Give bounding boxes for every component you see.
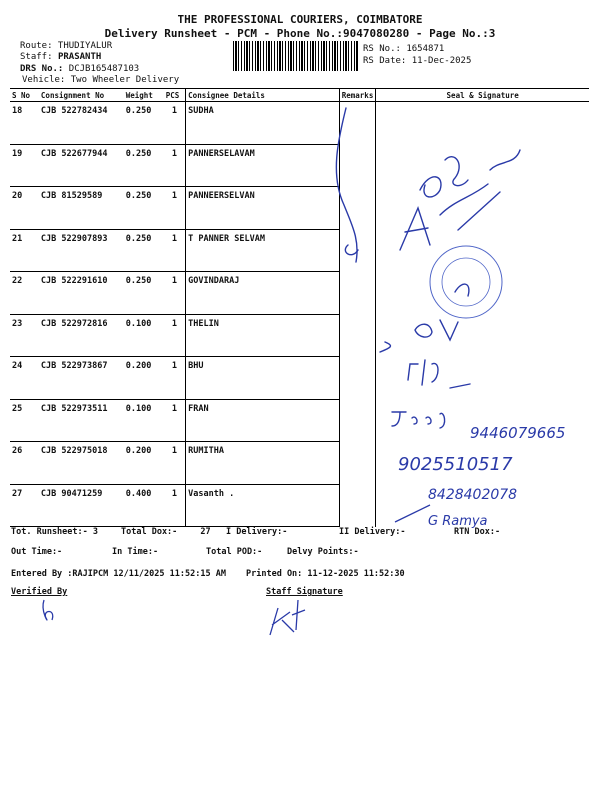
pcs-cell: 1 (164, 442, 186, 485)
consignment-cell: CJB 522973867 (39, 357, 124, 400)
sno-cell: 21 (10, 229, 39, 272)
weight-cell: 0.100 (124, 314, 164, 357)
drs-line (20, 64, 139, 74)
remarks-cell (339, 187, 376, 230)
table-row (10, 442, 589, 485)
out-time: Out Time:- (11, 547, 63, 557)
verified-signature (43, 600, 53, 620)
table-row (10, 144, 589, 187)
runsheet-subtitle: Delivery Runsheet - PCM - Phone No.:9047080280 - Page No.:3 (104, 27, 496, 40)
barcode (233, 41, 359, 71)
consignment-cell: CJB 90471259 (39, 484, 124, 527)
company-title: THE PROFESSIONAL COURIERS, COIMBATORE (177, 13, 423, 26)
total-dox-label: Total Dox:- (121, 527, 178, 537)
table-row (10, 229, 589, 272)
entered-by: Entered By :RAJIPCM 12/11/2025 11:52:15 AM (11, 569, 226, 579)
weight-cell: 0.200 (124, 357, 164, 400)
weight-cell: 0.250 (124, 229, 164, 272)
staff-label: Staff: (20, 52, 53, 62)
table-row (10, 399, 589, 442)
table-row (10, 484, 589, 527)
weight-cell: 0.100 (124, 399, 164, 442)
printed-on: Printed On: 11-12-2025 11:52:30 (246, 569, 405, 579)
consignment-cell: CJB 522291610 (39, 272, 124, 315)
handwritten-phone-2: 9025510517 (398, 454, 513, 475)
staff-line (20, 52, 101, 62)
vehicle-text: Vehicle: Two Wheeler Delivery (22, 75, 180, 85)
handwritten-phone-3: 8428402078 (428, 487, 518, 503)
pcs-cell: 1 (164, 357, 186, 400)
pcs-cell: 1 (164, 399, 186, 442)
seal-cell (376, 314, 589, 357)
weight-cell: 0.250 (124, 102, 164, 145)
seal-cell (376, 272, 589, 315)
sno-cell: 24 (10, 357, 39, 400)
sno-cell: 20 (10, 187, 39, 230)
remarks-cell (339, 357, 376, 400)
weight-cell: 0.200 (124, 442, 164, 485)
remarks-cell (339, 229, 376, 272)
pcs-cell: 1 (164, 144, 186, 187)
staff-signature-scribble (270, 600, 305, 635)
weight-cell: 0.250 (124, 272, 164, 315)
consignment-cell: CJB 522972816 (39, 314, 124, 357)
sno-cell: 22 (10, 272, 39, 315)
pcs-cell: 1 (164, 484, 186, 527)
sno-cell: 26 (10, 442, 39, 485)
pcs-cell: 1 (164, 314, 186, 357)
consignee-cell: PANNEERSELVAN (186, 187, 340, 230)
consignee-cell: GOVINDARAJ (186, 272, 340, 315)
table-header-row (10, 89, 589, 102)
col-header-remarks: Remarks (339, 89, 376, 102)
staff-signature-label: Staff Signature (266, 587, 343, 597)
staff-name: PRASANTH (57, 52, 102, 62)
table-row (10, 102, 589, 145)
consignee-cell: T PANNER SELVAM (186, 229, 340, 272)
col-header-sno: S No (10, 89, 39, 102)
weight-cell: 0.400 (124, 484, 164, 527)
rtn-dox: RTN Dox:- (454, 527, 501, 537)
consignment-cell: CJB 522677944 (39, 144, 124, 187)
i-delivery: I Delivery:- (226, 527, 288, 537)
route-text: Route: THUDIYALUR (20, 41, 113, 51)
sno-cell: 18 (10, 102, 39, 145)
seal-cell (376, 399, 589, 442)
in-time: In Time:- (112, 547, 159, 557)
table-row (10, 187, 589, 230)
remarks-cell (339, 102, 376, 145)
consignment-cell: CJB 522782434 (39, 102, 124, 145)
pcs-cell: 1 (164, 102, 186, 145)
ii-delivery: II Delivery:- (339, 527, 406, 537)
handwritten-phone-1: 9446079665 (470, 424, 566, 442)
seal-cell (376, 484, 589, 527)
seal-cell (376, 144, 589, 187)
remarks-cell (339, 314, 376, 357)
table-row (10, 357, 589, 400)
col-header-seal: Seal & Signature (376, 89, 589, 102)
rs-number: RS No.: 1654871 (363, 44, 445, 54)
seal-cell (376, 229, 589, 272)
sno-cell: 25 (10, 399, 39, 442)
verified-by-label: Verified By (11, 587, 68, 597)
weight-cell: 0.250 (124, 144, 164, 187)
remarks-cell (339, 144, 376, 187)
seal-cell (376, 357, 589, 400)
seal-cell (376, 187, 589, 230)
table-row (10, 272, 589, 315)
delivery-points: Delvy Points:- (287, 547, 359, 557)
consignee-cell: FRAN (186, 399, 340, 442)
seal-cell (376, 442, 589, 485)
total-pod: Total POD:- (206, 547, 263, 557)
weight-cell: 0.250 (124, 187, 164, 230)
col-header-weight: Weight (124, 89, 164, 102)
col-header-consignee: Consignee Details (186, 89, 340, 102)
consignee-cell: BHU (186, 357, 340, 400)
consignment-cell: CJB 522973511 (39, 399, 124, 442)
consignee-cell: THELIN (186, 314, 340, 357)
sno-cell: 19 (10, 144, 39, 187)
rs-date: RS Date: 11-Dec-2025 (363, 56, 472, 66)
drs-number: DCJB165487103 (68, 64, 140, 74)
col-header-consignment: Consignment No (39, 89, 124, 102)
consignment-cell: CJB 522975018 (39, 442, 124, 485)
pcs-cell: 1 (164, 229, 186, 272)
handwritten-name: G Ramya (428, 514, 488, 529)
remarks-cell (339, 399, 376, 442)
col-header-pcs: PCS (164, 89, 186, 102)
remarks-cell (339, 442, 376, 485)
drs-label: DRS No.: (20, 64, 64, 74)
total-dox (121, 527, 211, 537)
sno-cell: 27 (10, 484, 39, 527)
total-dox-value: 27 (200, 527, 211, 537)
consignee-cell: Vasanth . (186, 484, 340, 527)
pcs-cell: 1 (164, 187, 186, 230)
pcs-cell: 1 (164, 272, 186, 315)
consignee-cell: SUDHA (186, 102, 340, 145)
table-row (10, 314, 589, 357)
consignee-cell: RUMITHA (186, 442, 340, 485)
sno-cell: 23 (10, 314, 39, 357)
consignment-cell: CJB 81529589 (39, 187, 124, 230)
remarks-cell (339, 272, 376, 315)
consignee-cell: PANNERSELAVAM (186, 144, 340, 187)
remarks-cell (339, 484, 376, 527)
seal-cell (376, 102, 589, 145)
total-runsheet: Tot. Runsheet:- 3 (11, 527, 98, 537)
runsheet-table (10, 88, 589, 527)
consignment-cell: CJB 522907893 (39, 229, 124, 272)
